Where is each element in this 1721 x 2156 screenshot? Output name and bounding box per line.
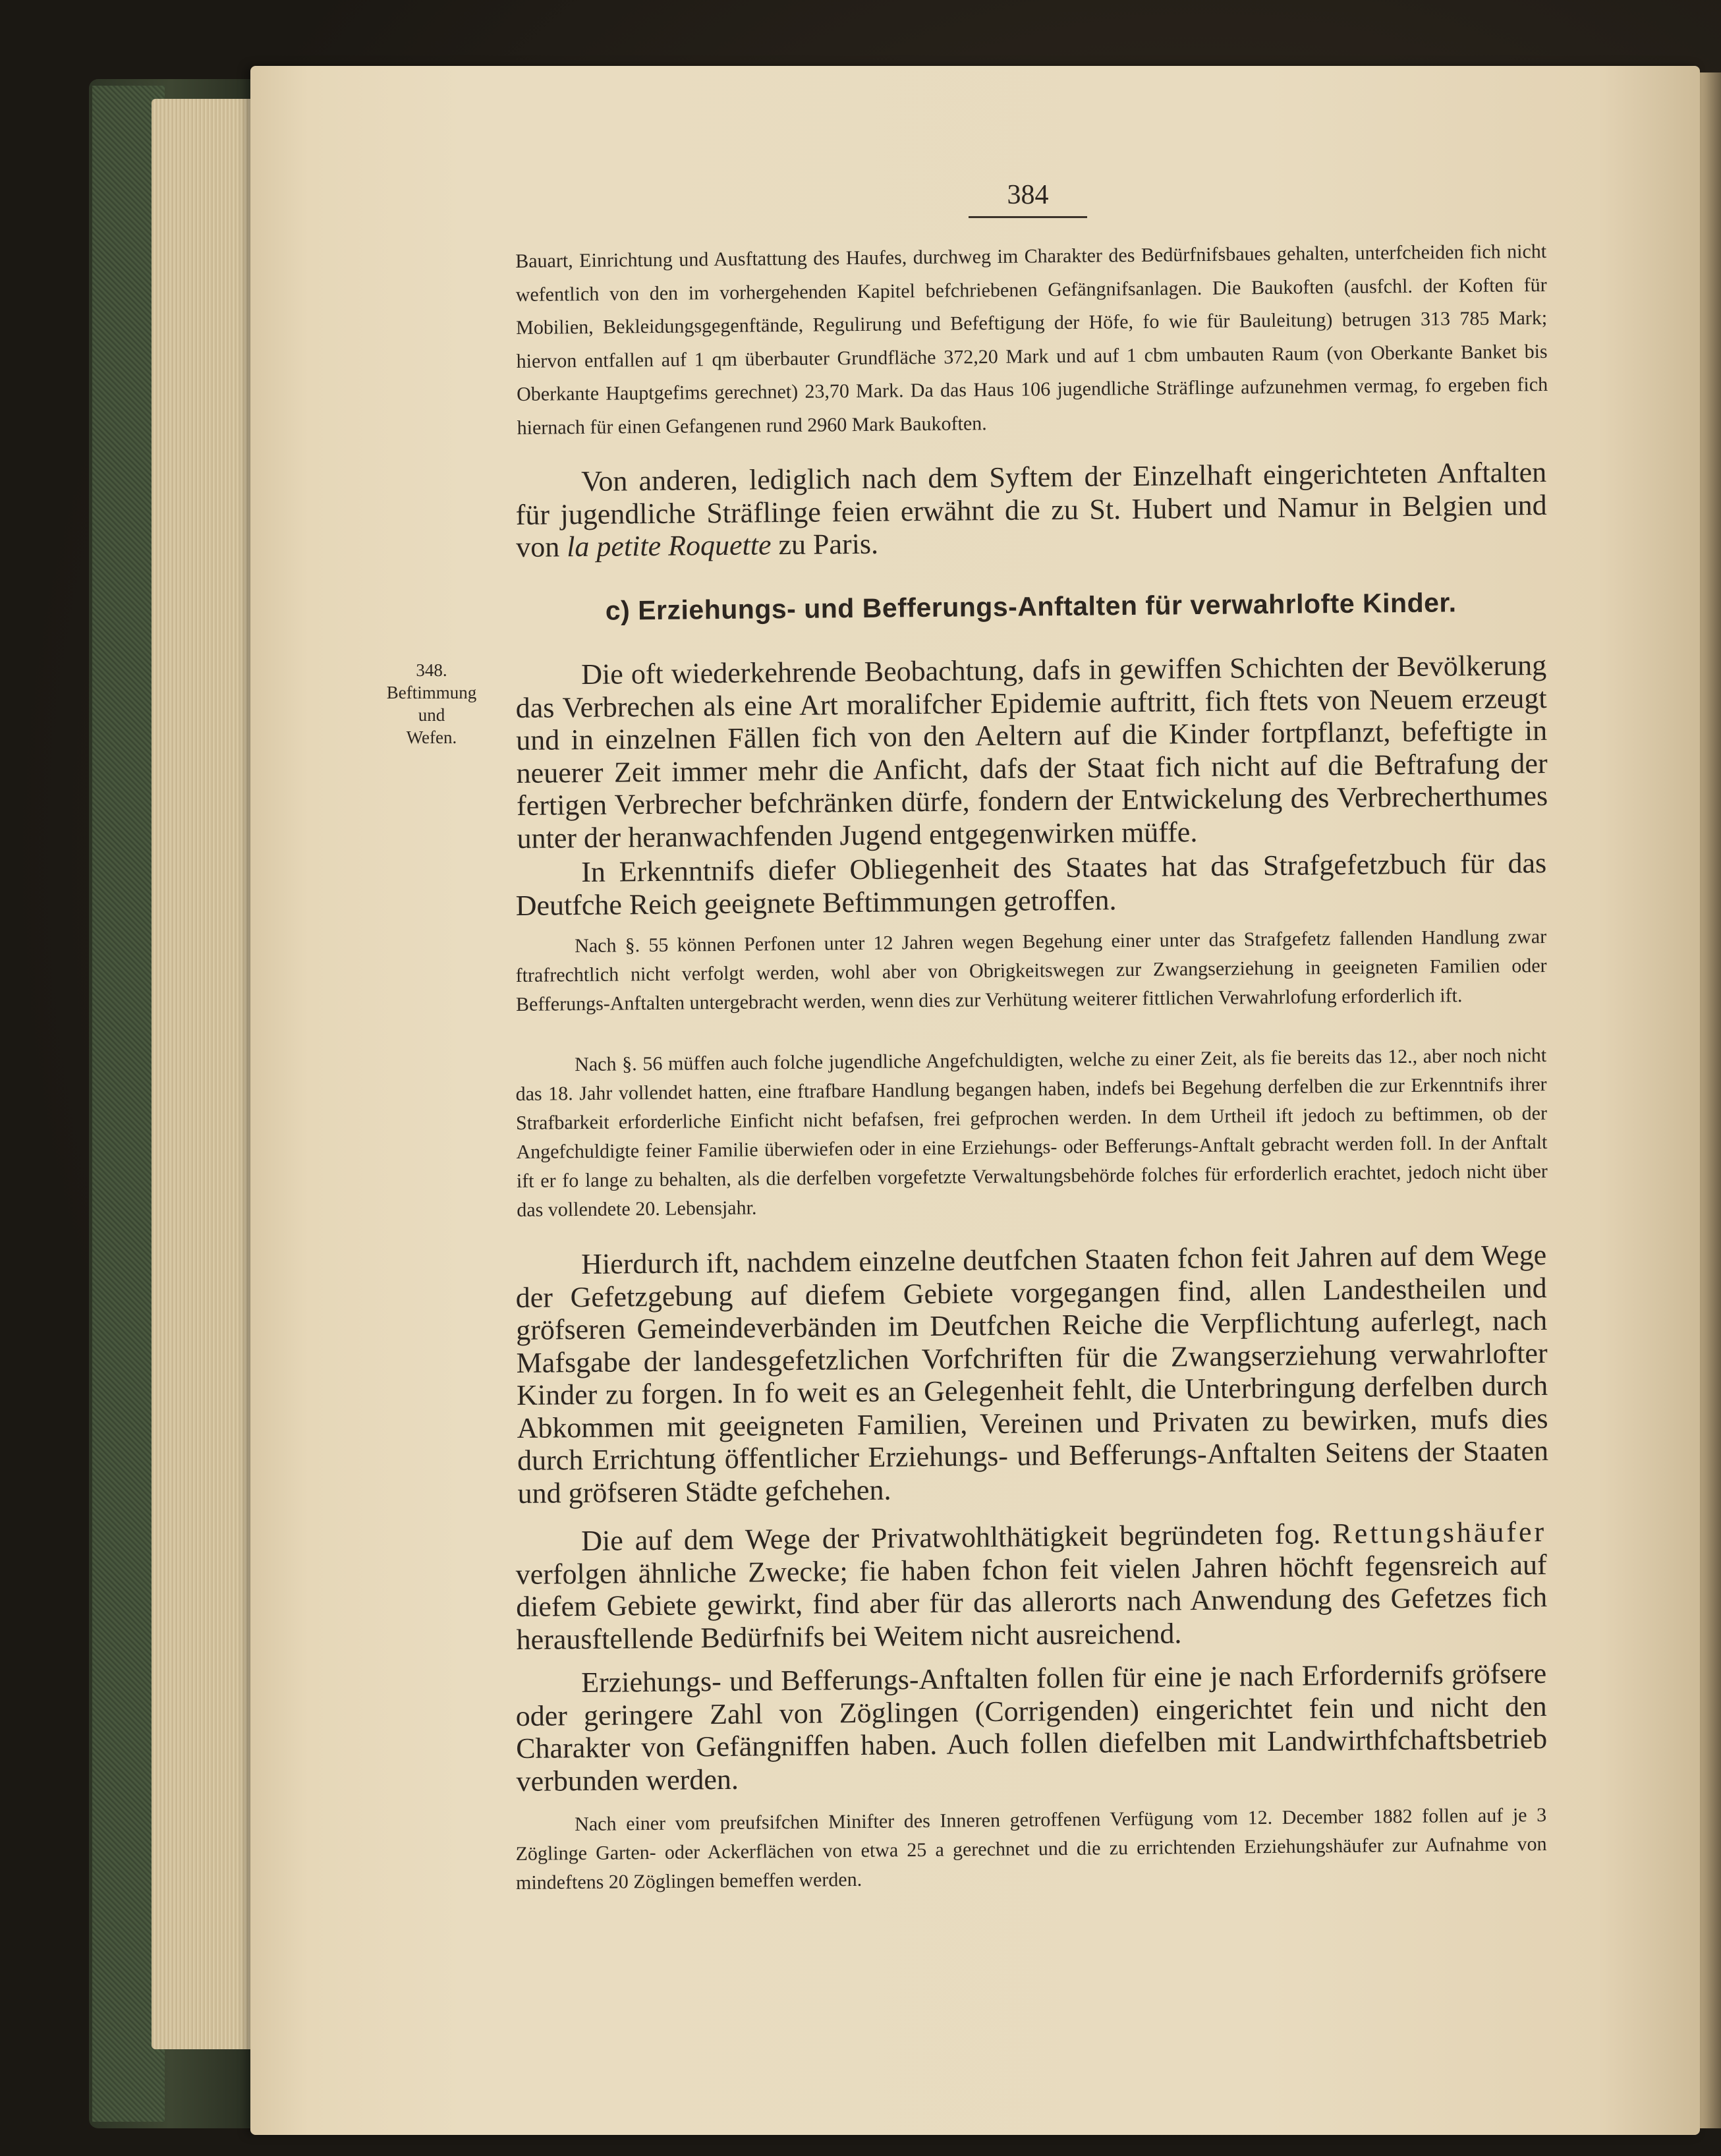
paragraph-text: verfolgen ähnliche Zwecke; fie haben fchon feit vielen Jahren höchft fegensreich auf diefem Gebiete gewirkt, find aber für das allerorts nach Anwendung des Gefetzes fich herausftellende Bedürfnifs bei Weitem nicht ausreichend. bbox=[515, 1548, 1548, 1656]
margin-note-number: 348. bbox=[416, 660, 447, 680]
margin-note-line: und bbox=[418, 705, 445, 725]
page-number: 384 bbox=[969, 179, 1087, 218]
paragraph bbox=[515, 456, 1547, 564]
spaced-term: Rettungshäufer bbox=[1332, 1515, 1547, 1550]
paragraph: Die oft wiederkehrende Beobachtung, dafs in gewiffen Schichten der Bevölkerung das Verbrechen als eine Art moralifcher Epidemie auftritt, fich ftets von Neuem erzeugt und in einzelnen Fällen fich von den Aeltern auf die Kinder fortpflanzt, befeftigte in neuerer Zeit immer mehr die Anficht, dafs der Staat fich nicht auf die Beftrafung der fertigen Verbrecher befchränken dürfe, fondern der Entwickelung des Verbrecherthumes unter der heranwachfenden Jugend entgegenwirken müffe. bbox=[515, 648, 1548, 855]
paragraph-text: Die auf dem Wege der Privatwohlthätigkeit begründeten fog. bbox=[580, 1518, 1333, 1558]
paragraph-small: Bauart, Einrichtung und Ausftattung des Haufes, durchweg im Charakter des Bedürfnifsbaues gehalten, unterfcheiden fich nicht wefentlich von den im vorhergehenden Kapitel befchriebenen Gefängnifsanlagen. Die Baukoften (ausfchl. der Koften für Mobilien, Bekleidungsgegenftände, Regulirung und Befeftigung der Höfe, fo wie für Bauleitung) betrugen 313 785 Mark; hiervon entfallen auf 1 qm überbauter Grundfläche 372,20 Mark und auf 1 cbm umbauten Raum (von Oberkante Banket bis Oberkante Hauptgefims gerechnet) 23,70 Mark. Da das Haus 106 jugendliche Sträflinge aufzunehmen vermag, fo ergeben fich hiernach für einen Gefangenen rund 2960 Mark Baukoften. bbox=[515, 240, 1548, 439]
section-heading: c) Erziehungs- und Befferungs-Anftalten für verwahrlofte Kinder. bbox=[605, 587, 1457, 626]
paragraph: Erziehungs- und Befferungs-Anftalten follen für eine je nach Erfordernifs gröfsere oder geringere Zahl von Zöglingen (Corrigenden) eingerichtet fein und nicht den Charakter von Gefängniffen haben. Auch follen diefelben mit Landwirthfchaftsbetrieb verbunden werden. bbox=[515, 1657, 1548, 1798]
paragraph: Hierdurch ift, nachdem einzelne deutfchen Staaten fchon feit Jahren auf dem Wege der Gefetzgebung auf diefem Gebiete vorgegangen find, allen Landestheilen und gröfseren Gemeindeverbänden im Deutfchen Reiche die Verpflichtung auferlegt, nach Mafsgabe der landesgefetzlichen Vorfchriften für die Zwangserziehung verwahrlofter Kinder zu forgen. In fo weit es an Gelegenheit fehlt, die Unterbringung derfelben durch Abkommen mit geeigneten Familien, Vereinen und Privaten zu bewirken, mufs dies durch Errichtung öffentlicher Erziehungs- und Befferungs-Anftalten Seitens der Staaten und gröfseren Städte gefchehen. bbox=[515, 1238, 1549, 1510]
italic-title: la petite Roquette bbox=[566, 528, 772, 563]
paragraph-text: zu Paris. bbox=[771, 527, 879, 561]
paragraph-small: Nach §. 56 müffen auch folche jugendliche Angefchuldigten, welche zu einer Zeit, als fie bereits das 12., aber noch nicht das 18. Jahr vollendet hatten, eine ftrafbare Handlung begangen haben, indefs bei Begehung derfelben die zur Erkenntnifs ihrer Strafbarkeit erforderliche Einficht nicht befafsen, frei gefprochen werden. In dem Urtheil ift jedoch zu beftimmen, ob der Angefchuldigte feiner Familie überwiefen oder in eine Erziehungs- oder Befferungs-Anftalt gebracht werden foll. In der Anftalt ift er fo lange zu behalten, als die derfelben vorgefetzte Verwaltungsbehörde folches für erforderlich erachtet, jedoch nicht über das vollendete 20. Lebensjahr. bbox=[515, 1044, 1548, 1221]
margin-note bbox=[369, 659, 494, 749]
paragraph bbox=[515, 1516, 1548, 1656]
paragraph-small: Nach einer vom preufsifchen Minifter des Inneren getroffenen Verfügung vom 12. December 1882 follen auf je 3 Zöglinge Garten- oder Ackerflächen von etwa 25 a gerechnet und die zu errichtenden Erziehungshäufer zur Aufnahme von mindeftens 20 Zöglingen bemeffen werden. bbox=[515, 1803, 1547, 1894]
paragraph-text: Von anderen, lediglich nach dem Syftem der Einzelhaft eingerichteten Anftalten für jugendliche Sträflinge feien erwähnt die zu St. Hubert und Namur in Belgien und von bbox=[515, 455, 1547, 563]
margin-note-line: Wefen. bbox=[406, 727, 457, 747]
margin-note-line: Beftimmung bbox=[386, 683, 477, 702]
paragraph-small: Nach §. 55 können Perfonen unter 12 Jahren wegen Begehung einer unter das Strafgefetz fallenden Handlung zwar ftrafrechtlich nicht verfolgt werden, wohl aber von Obrigkeitswegen zur Zwangserziehung in geeigneten Familien oder Befferungs-Anftalten untergebracht werden, wenn dies zur Verhütung weiterer fittlichen Verwahrlofung erforderlich ift. bbox=[515, 925, 1547, 1015]
paragraph: In Erkenntnifs diefer Obliegenheit des Staates hat das Strafgefetzbuch für das Deutfche Reich geeignete Beftimmungen getroffen. bbox=[515, 846, 1547, 922]
